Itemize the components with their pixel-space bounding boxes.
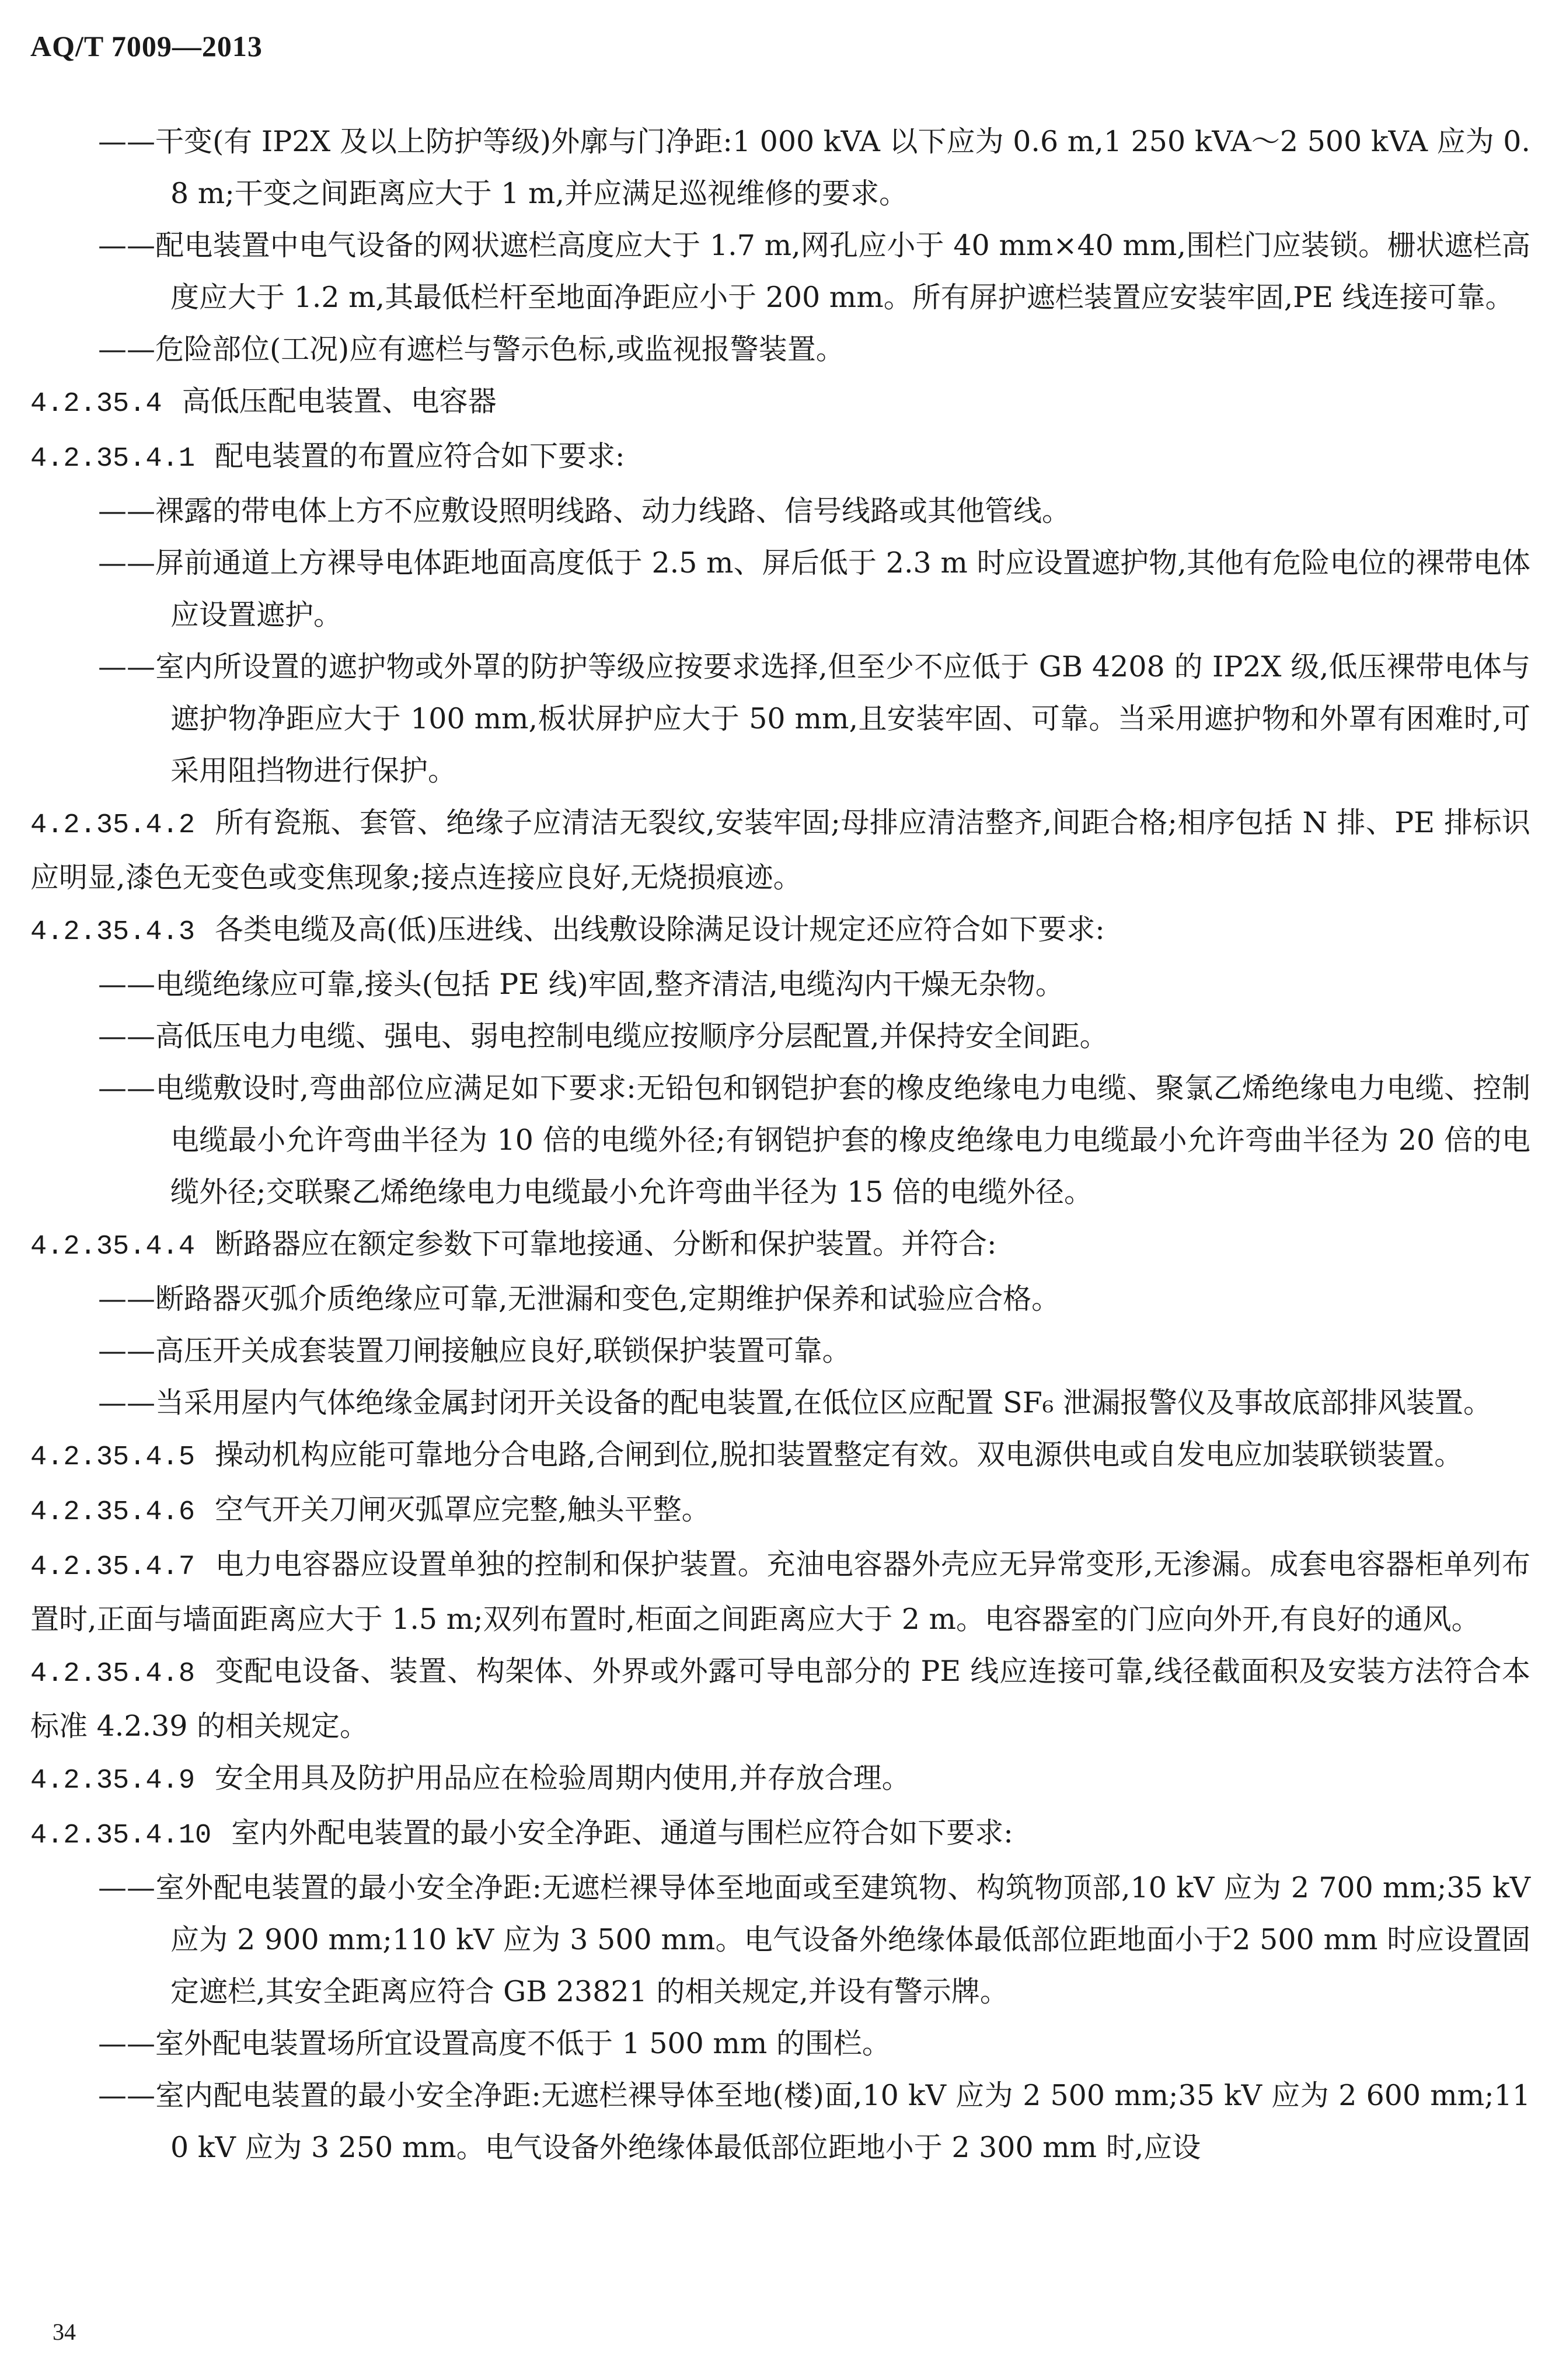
section-heading: [30, 375, 1530, 430]
list-item-text: ——电缆绝缘应可靠,接头(包括 PE 线)牢固,整齐清洁,电缆沟内干燥无杂物。: [98, 968, 1064, 1001]
list-item-text: ——裸露的带电体上方不应敷设照明线路、动力线路、信号线路或其他管线。: [98, 494, 1071, 528]
page-number: 34: [53, 2319, 76, 2345]
list-item-text: ——高低压电力电缆、强电、弱电控制电缆应按顺序分层配置,并保持安全间距。: [98, 1020, 1108, 1053]
list-item: [30, 958, 1530, 1010]
list-item: [30, 323, 1530, 375]
clause-paragraph: [30, 1807, 1530, 1862]
clause-paragraph: [30, 1218, 1530, 1273]
list-item-text: ——断路器灭弧介质绝缘应可靠,无泄漏和变色,定期维护保养和试验应合格。: [98, 1282, 1061, 1315]
clause-paragraph: [30, 1538, 1530, 1645]
list-item: [30, 1273, 1530, 1325]
clause-paragraph: [30, 1752, 1530, 1807]
list-item-text: ——危险部位(工况)应有遮栏与警示色标,或监视报警装置。: [98, 333, 845, 366]
list-item: [30, 1325, 1530, 1377]
list-item: [30, 1062, 1530, 1218]
list-item-text: ——屏前通道上方裸导电体距地面高度低于 2.5 m、屏后低于 2.3 m 时应设置遮护物,其他有危险电位的裸带电体应设置遮护。: [98, 546, 1530, 631]
list-item: [30, 641, 1530, 797]
clause-text: 空气开关刀闸灭弧罩应完整,触头平整。: [215, 1493, 710, 1526]
clause-paragraph: [30, 430, 1530, 485]
clause-text: 所有瓷瓶、套管、绝缘子应清洁无裂纹,安装牢固;母排应清洁整齐,间距合格;相序包括 N 排、PE 排标识应明显,漆色无变色或变焦现象;接点连接应良好,无烧损痕迹。: [30, 806, 1530, 894]
list-item-text: ——高压开关成套装置刀闸接触应良好,联锁保护装置可靠。: [98, 1334, 851, 1367]
list-item-text: ——当采用屋内气体绝缘金属封闭开关设备的配电装置,在低位区应配置 SF₆ 泄漏报警仪及事故底部排风装置。: [98, 1386, 1492, 1419]
clause-text: 操动机构应能可靠地分合电路,合闸到位,脱扣装置整定有效。双电源供电或自发电应加装联锁装置。: [215, 1438, 1463, 1471]
clause-number: 4.2.35.4.7: [30, 1552, 196, 1583]
list-item: [30, 2070, 1530, 2173]
clause-paragraph: [30, 1484, 1530, 1538]
list-item-text: ——室内所设置的遮护物或外罩的防护等级应按要求选择,但至少不应低于 GB 4208 的 IP2X 级,低压裸带电体与遮护物净距应大于 100 mm,板状屏护应大于 50 mm,且安装牢固、可靠。当采用遮护物和外罩有困难时,可采用阻挡物进行保护。: [98, 650, 1530, 787]
clause-text: 安全用具及防护用品应在检验周期内使用,并存放合理。: [215, 1761, 911, 1795]
list-item-text: ——室内配电装置的最小安全净距:无遮栏裸导体至地(楼)面,10 kV 应为 2 500 mm;35 kV 应为 2 600 mm;110 kV 应为 3 250 mm。电气设备外绝缘体最低部位距地小于 2 300 mm 时,应设: [98, 2079, 1530, 2164]
clause-number: 4.2.35.4.5: [30, 1442, 196, 1473]
standard-code: AQ/T 7009—2013: [30, 30, 263, 62]
clause-number: 4.2.35.4.3: [30, 917, 196, 948]
clause-number: 4.2.35.4.4: [30, 1231, 196, 1262]
list-item: [30, 1010, 1530, 1062]
clause-text: 高低压配电装置、电容器: [182, 385, 497, 418]
clause-number: 4.2.35.4: [30, 389, 162, 420]
clause-paragraph: [30, 1645, 1530, 1752]
clause-paragraph: [30, 903, 1530, 958]
clause-number: 4.2.35.4.6: [30, 1497, 196, 1528]
clause-number: 4.2.35.4.8: [30, 1659, 196, 1690]
clause-text: 室内外配电装置的最小安全净距、通道与围栏应符合如下要求:: [231, 1816, 1013, 1849]
clause-number: 4.2.35.4.9: [30, 1765, 196, 1796]
clause-number: 4.2.35.4.1: [30, 444, 196, 474]
list-item-text: ——干变(有 IP2X 及以上防护等级)外廓与门净距:1 000 kVA 以下应为 0.6 m,1 250 kVA～2 500 kVA 应为 0.8 m;干变之间距离应大于 1 m,并应满足巡视维修的要求。: [98, 125, 1530, 210]
list-item: [30, 1862, 1530, 2018]
clause-number: 4.2.35.4.10: [30, 1820, 212, 1851]
clause-text: 电力电容器应设置单独的控制和保护装置。充油电容器外壳应无异常变形,无渗漏。成套电容器柜单列布置时,正面与墙面距离应大于 1.5 m;双列布置时,柜面之间距离应大于 2 m。电容器室的门应向外开,有良好的通风。: [30, 1548, 1530, 1636]
list-item-text: ——配电装置中电气设备的网状遮栏高度应大于 1.7 m,网孔应小于 40 mm×40 mm,围栏门应装锁。栅状遮栏高度应大于 1.2 m,其最低栏杆至地面净距应小于 200 mm。所有屏护遮栏装置应安装牢固,PE 线连接可靠。: [98, 229, 1530, 314]
clause-number: 4.2.35.4.2: [30, 810, 196, 841]
document-body: [30, 116, 1530, 2173]
list-item-text: ——室外配电装置的最小安全净距:无遮栏裸导体至地面或至建筑物、构筑物顶部,10 kV 应为 2 700 mm;35 kV 应为 2 900 mm;110 kV 应为 3 500 mm。电气设备外绝缘体最低部位距地面小于2 500 mm 时应设置固定遮栏,其安全距离应符合 GB 23821 的相关规定,并设有警示牌。: [98, 1871, 1530, 2008]
clause-text: 配电装置的布置应符合如下要求:: [215, 439, 625, 473]
clause-text: 各类电缆及高(低)压进线、出线敷设除满足设计规定还应符合如下要求:: [215, 913, 1105, 946]
clause-text: 断路器应在额定参数下可靠地接通、分断和保护装置。并符合:: [215, 1227, 997, 1261]
list-item: [30, 1377, 1530, 1429]
list-item: [30, 537, 1530, 641]
list-item-text: ——室外配电装置场所宜设置高度不低于 1 500 mm 的围栏。: [98, 2027, 891, 2060]
clause-paragraph: [30, 797, 1530, 903]
list-item: [30, 116, 1530, 219]
clause-text: 变配电设备、装置、构架体、外界或外露可导电部分的 PE 线应连接可靠,线径截面积及安装方法符合本标准 4.2.39 的相关规定。: [30, 1655, 1530, 1743]
list-item: [30, 485, 1530, 537]
list-item: [30, 2018, 1530, 2070]
list-item: [30, 219, 1530, 323]
clause-paragraph: [30, 1429, 1530, 1484]
list-item-text: ——电缆敷设时,弯曲部位应满足如下要求:无铅包和钢铠护套的橡皮绝缘电力电缆、聚氯乙烯绝缘电力电缆、控制电缆最小允许弯曲半径为 10 倍的电缆外径;有钢铠护套的橡皮绝缘电力电缆最小允许弯曲半径为 20 倍的电缆外径;交联聚乙烯绝缘电力电缆最小允许弯曲半径为 15 倍的电缆外径。: [98, 1072, 1530, 1209]
